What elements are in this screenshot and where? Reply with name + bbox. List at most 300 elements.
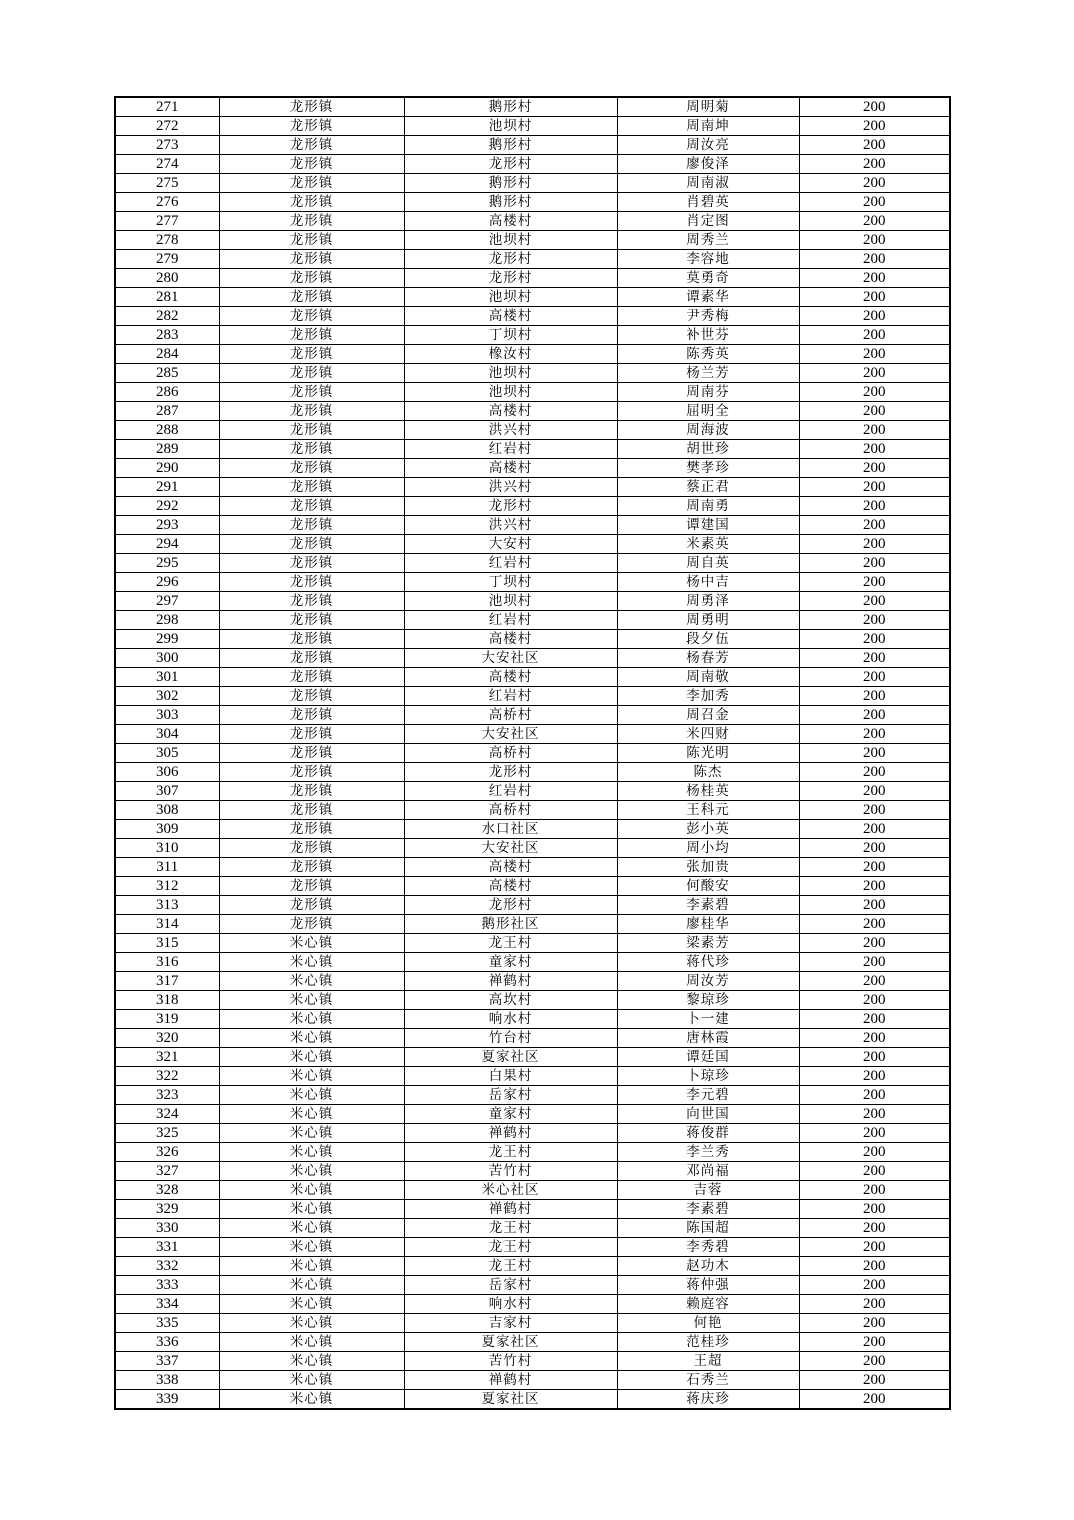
town-cell: 龙形镇 [219, 250, 404, 269]
town-cell: 龙形镇 [219, 97, 404, 117]
row-number-cell: 301 [115, 668, 219, 687]
town-cell: 龙形镇 [219, 383, 404, 402]
name-cell: 周南芬 [617, 383, 799, 402]
row-number-cell: 336 [115, 1333, 219, 1352]
table-row [115, 364, 950, 383]
town-cell: 龙形镇 [219, 535, 404, 554]
amount-cell: 200 [799, 1352, 950, 1371]
name-cell: 梁素芳 [617, 934, 799, 953]
table-row [115, 269, 950, 288]
table-row [115, 1162, 950, 1181]
table-row [115, 516, 950, 535]
town-cell: 米心镇 [219, 1029, 404, 1048]
amount-cell: 200 [799, 231, 950, 250]
row-number-cell: 339 [115, 1390, 219, 1410]
table-row [115, 877, 950, 896]
row-number-cell: 323 [115, 1086, 219, 1105]
name-cell: 赵功木 [617, 1257, 799, 1276]
table-row [115, 934, 950, 953]
table-row [115, 1219, 950, 1238]
amount-cell: 200 [799, 364, 950, 383]
name-cell: 向世国 [617, 1105, 799, 1124]
table-row [115, 478, 950, 497]
name-cell: 廖桂华 [617, 915, 799, 934]
town-cell: 龙形镇 [219, 820, 404, 839]
town-cell: 米心镇 [219, 1314, 404, 1333]
amount-cell: 200 [799, 497, 950, 516]
row-number-cell: 271 [115, 97, 219, 117]
row-number-cell: 333 [115, 1276, 219, 1295]
town-cell: 龙形镇 [219, 839, 404, 858]
village-cell: 白果村 [404, 1067, 617, 1086]
row-number-cell: 318 [115, 991, 219, 1010]
village-cell: 龙王村 [404, 1238, 617, 1257]
row-number-cell: 306 [115, 763, 219, 782]
table-row [115, 649, 950, 668]
row-number-cell: 309 [115, 820, 219, 839]
table-row [115, 1276, 950, 1295]
amount-cell: 200 [799, 1067, 950, 1086]
amount-cell: 200 [799, 725, 950, 744]
row-number-cell: 320 [115, 1029, 219, 1048]
amount-cell: 200 [799, 535, 950, 554]
town-cell: 米心镇 [219, 1181, 404, 1200]
town-cell: 龙形镇 [219, 155, 404, 174]
amount-cell: 200 [799, 915, 950, 934]
row-number-cell: 303 [115, 706, 219, 725]
row-number-cell: 308 [115, 801, 219, 820]
village-cell: 池坝村 [404, 592, 617, 611]
name-cell: 王超 [617, 1352, 799, 1371]
table-row [115, 1048, 950, 1067]
row-number-cell: 289 [115, 440, 219, 459]
village-cell: 夏家社区 [404, 1390, 617, 1410]
row-number-cell: 329 [115, 1200, 219, 1219]
row-number-cell: 275 [115, 174, 219, 193]
name-cell: 张加贵 [617, 858, 799, 877]
town-cell: 米心镇 [219, 972, 404, 991]
name-cell: 周南敬 [617, 668, 799, 687]
name-cell: 周勇明 [617, 611, 799, 630]
amount-cell: 200 [799, 934, 950, 953]
table-row [115, 535, 950, 554]
name-cell: 尹秀梅 [617, 307, 799, 326]
town-cell: 龙形镇 [219, 592, 404, 611]
amount-cell: 200 [799, 858, 950, 877]
town-cell: 龙形镇 [219, 364, 404, 383]
village-cell: 岳家村 [404, 1086, 617, 1105]
amount-cell: 200 [799, 1276, 950, 1295]
table-row [115, 991, 950, 1010]
table-row [115, 706, 950, 725]
village-cell: 禅鹤村 [404, 972, 617, 991]
row-number-cell: 321 [115, 1048, 219, 1067]
town-cell: 米心镇 [219, 1333, 404, 1352]
village-cell: 红岩村 [404, 440, 617, 459]
table-row [115, 1333, 950, 1352]
row-number-cell: 280 [115, 269, 219, 288]
row-number-cell: 274 [115, 155, 219, 174]
row-number-cell: 335 [115, 1314, 219, 1333]
amount-cell: 200 [799, 972, 950, 991]
table-row [115, 1238, 950, 1257]
town-cell: 米心镇 [219, 1371, 404, 1390]
row-number-cell: 310 [115, 839, 219, 858]
name-cell: 谭廷国 [617, 1048, 799, 1067]
town-cell: 米心镇 [219, 1067, 404, 1086]
amount-cell: 200 [799, 820, 950, 839]
row-number-cell: 284 [115, 345, 219, 364]
table-row [115, 763, 950, 782]
table-row [115, 459, 950, 478]
row-number-cell: 326 [115, 1143, 219, 1162]
row-number-cell: 313 [115, 896, 219, 915]
table-row [115, 250, 950, 269]
name-cell: 米素英 [617, 535, 799, 554]
name-cell: 陈秀英 [617, 345, 799, 364]
name-cell: 蒋仲强 [617, 1276, 799, 1295]
town-cell: 龙形镇 [219, 212, 404, 231]
town-cell: 龙形镇 [219, 877, 404, 896]
table-row [115, 345, 950, 364]
name-cell: 陈国超 [617, 1219, 799, 1238]
village-cell: 童家村 [404, 1105, 617, 1124]
name-cell: 周召金 [617, 706, 799, 725]
table-row [115, 820, 950, 839]
name-cell: 莫勇奇 [617, 269, 799, 288]
table-body [115, 97, 950, 1409]
amount-cell: 200 [799, 1010, 950, 1029]
row-number-cell: 292 [115, 497, 219, 516]
village-cell: 童家村 [404, 953, 617, 972]
table-row [115, 1314, 950, 1333]
village-cell: 洪兴村 [404, 478, 617, 497]
row-number-cell: 305 [115, 744, 219, 763]
village-cell: 苦竹村 [404, 1352, 617, 1371]
table-row [115, 554, 950, 573]
name-cell: 补世芬 [617, 326, 799, 345]
village-cell: 禅鹤村 [404, 1124, 617, 1143]
town-cell: 米心镇 [219, 1219, 404, 1238]
town-cell: 龙形镇 [219, 136, 404, 155]
table-row [115, 1143, 950, 1162]
row-number-cell: 296 [115, 573, 219, 592]
table-row [115, 288, 950, 307]
row-number-cell: 328 [115, 1181, 219, 1200]
village-cell: 池坝村 [404, 231, 617, 250]
town-cell: 龙形镇 [219, 326, 404, 345]
amount-cell: 200 [799, 649, 950, 668]
amount-cell: 200 [799, 402, 950, 421]
row-number-cell: 290 [115, 459, 219, 478]
town-cell: 米心镇 [219, 1048, 404, 1067]
name-cell: 杨春芳 [617, 649, 799, 668]
amount-cell: 200 [799, 839, 950, 858]
table-row [115, 744, 950, 763]
name-cell: 卜一建 [617, 1010, 799, 1029]
table-row [115, 839, 950, 858]
town-cell: 龙形镇 [219, 497, 404, 516]
village-cell: 高坎村 [404, 991, 617, 1010]
row-number-cell: 315 [115, 934, 219, 953]
table-row [115, 97, 950, 117]
village-cell: 洪兴村 [404, 516, 617, 535]
village-cell: 苦竹村 [404, 1162, 617, 1181]
town-cell: 龙形镇 [219, 649, 404, 668]
amount-cell: 200 [799, 668, 950, 687]
amount-cell: 200 [799, 212, 950, 231]
town-cell: 米心镇 [219, 1238, 404, 1257]
table-row [115, 212, 950, 231]
row-number-cell: 273 [115, 136, 219, 155]
village-cell: 龙形村 [404, 763, 617, 782]
name-cell: 李兰秀 [617, 1143, 799, 1162]
amount-cell: 200 [799, 155, 950, 174]
town-cell: 龙形镇 [219, 801, 404, 820]
table-row [115, 1200, 950, 1219]
amount-cell: 200 [799, 782, 950, 801]
amount-cell: 200 [799, 1162, 950, 1181]
row-number-cell: 338 [115, 1371, 219, 1390]
village-cell: 鹅形社区 [404, 915, 617, 934]
table-row [115, 1105, 950, 1124]
table-row [115, 953, 950, 972]
table-row [115, 193, 950, 212]
amount-cell: 200 [799, 1105, 950, 1124]
amount-cell: 200 [799, 687, 950, 706]
village-cell: 池坝村 [404, 288, 617, 307]
row-number-cell: 314 [115, 915, 219, 934]
amount-cell: 200 [799, 554, 950, 573]
table-row [115, 440, 950, 459]
table-row [115, 573, 950, 592]
table-row [115, 915, 950, 934]
name-cell: 吉蓉 [617, 1181, 799, 1200]
name-cell: 周秀兰 [617, 231, 799, 250]
town-cell: 龙形镇 [219, 858, 404, 877]
name-cell: 何酸安 [617, 877, 799, 896]
town-cell: 米心镇 [219, 1352, 404, 1371]
row-number-cell: 272 [115, 117, 219, 136]
village-cell: 吉家村 [404, 1314, 617, 1333]
name-cell: 周海波 [617, 421, 799, 440]
row-number-cell: 337 [115, 1352, 219, 1371]
town-cell: 龙形镇 [219, 573, 404, 592]
village-cell: 大安村 [404, 535, 617, 554]
amount-cell: 200 [799, 326, 950, 345]
name-cell: 赖庭容 [617, 1295, 799, 1314]
name-cell: 范桂珍 [617, 1333, 799, 1352]
village-cell: 池坝村 [404, 117, 617, 136]
amount-cell: 200 [799, 953, 950, 972]
name-cell: 彭小英 [617, 820, 799, 839]
row-number-cell: 325 [115, 1124, 219, 1143]
name-cell: 谭建国 [617, 516, 799, 535]
town-cell: 龙形镇 [219, 421, 404, 440]
amount-cell: 200 [799, 801, 950, 820]
village-cell: 夏家社区 [404, 1048, 617, 1067]
village-cell: 响水村 [404, 1010, 617, 1029]
town-cell: 米心镇 [219, 934, 404, 953]
village-cell: 龙形村 [404, 250, 617, 269]
amount-cell: 200 [799, 516, 950, 535]
row-number-cell: 316 [115, 953, 219, 972]
village-cell: 夏家社区 [404, 1333, 617, 1352]
amount-cell: 200 [799, 611, 950, 630]
table-row [115, 611, 950, 630]
village-cell: 鹅形村 [404, 174, 617, 193]
table-row [115, 782, 950, 801]
table-row [115, 972, 950, 991]
town-cell: 龙形镇 [219, 193, 404, 212]
name-cell: 蔡正君 [617, 478, 799, 497]
row-number-cell: 276 [115, 193, 219, 212]
town-cell: 米心镇 [219, 1257, 404, 1276]
amount-cell: 200 [799, 97, 950, 117]
amount-cell: 200 [799, 1390, 950, 1410]
amount-cell: 200 [799, 136, 950, 155]
name-cell: 李元碧 [617, 1086, 799, 1105]
row-number-cell: 293 [115, 516, 219, 535]
table-row [115, 592, 950, 611]
name-cell: 蒋代珍 [617, 953, 799, 972]
row-number-cell: 327 [115, 1162, 219, 1181]
table-row [115, 497, 950, 516]
town-cell: 龙形镇 [219, 706, 404, 725]
name-cell: 樊孝珍 [617, 459, 799, 478]
town-cell: 龙形镇 [219, 269, 404, 288]
town-cell: 米心镇 [219, 953, 404, 972]
row-number-cell: 295 [115, 554, 219, 573]
row-number-cell: 283 [115, 326, 219, 345]
table-row [115, 383, 950, 402]
row-number-cell: 299 [115, 630, 219, 649]
row-number-cell: 286 [115, 383, 219, 402]
table-row [115, 402, 950, 421]
table-row [115, 1257, 950, 1276]
name-cell: 蒋庆珍 [617, 1390, 799, 1410]
amount-cell: 200 [799, 592, 950, 611]
name-cell: 李加秀 [617, 687, 799, 706]
row-number-cell: 324 [115, 1105, 219, 1124]
table-row [115, 155, 950, 174]
table-row [115, 1352, 950, 1371]
village-cell: 禅鹤村 [404, 1371, 617, 1390]
village-cell: 水口社区 [404, 820, 617, 839]
village-cell: 禅鹤村 [404, 1200, 617, 1219]
town-cell: 龙形镇 [219, 554, 404, 573]
village-cell: 池坝村 [404, 364, 617, 383]
village-cell: 竹台村 [404, 1029, 617, 1048]
town-cell: 龙形镇 [219, 744, 404, 763]
amount-cell: 200 [799, 1219, 950, 1238]
name-cell: 谭素华 [617, 288, 799, 307]
name-cell: 杨桂英 [617, 782, 799, 801]
table-row [115, 421, 950, 440]
row-number-cell: 302 [115, 687, 219, 706]
amount-cell: 200 [799, 1143, 950, 1162]
table-row [115, 1010, 950, 1029]
name-cell: 周南坤 [617, 117, 799, 136]
amount-cell: 200 [799, 1238, 950, 1257]
amount-cell: 200 [799, 250, 950, 269]
town-cell: 龙形镇 [219, 345, 404, 364]
name-cell: 王科元 [617, 801, 799, 820]
village-cell: 龙王村 [404, 1257, 617, 1276]
village-cell: 大安社区 [404, 725, 617, 744]
town-cell: 龙形镇 [219, 763, 404, 782]
town-cell: 米心镇 [219, 1105, 404, 1124]
name-cell: 黎琼珍 [617, 991, 799, 1010]
village-cell: 高楼村 [404, 668, 617, 687]
amount-cell: 200 [799, 1314, 950, 1333]
name-cell: 蒋俊群 [617, 1124, 799, 1143]
row-number-cell: 304 [115, 725, 219, 744]
name-cell: 周汝亮 [617, 136, 799, 155]
row-number-cell: 291 [115, 478, 219, 497]
amount-cell: 200 [799, 1181, 950, 1200]
village-cell: 鹅形村 [404, 97, 617, 117]
table-row [115, 725, 950, 744]
name-cell: 肖定图 [617, 212, 799, 231]
town-cell: 龙形镇 [219, 288, 404, 307]
amount-cell: 200 [799, 193, 950, 212]
row-number-cell: 311 [115, 858, 219, 877]
amount-cell: 200 [799, 383, 950, 402]
row-number-cell: 332 [115, 1257, 219, 1276]
table-row [115, 858, 950, 877]
amount-cell: 200 [799, 896, 950, 915]
name-cell: 周汝芳 [617, 972, 799, 991]
name-cell: 杨兰芳 [617, 364, 799, 383]
name-cell: 周小均 [617, 839, 799, 858]
village-cell: 高楼村 [404, 858, 617, 877]
row-number-cell: 288 [115, 421, 219, 440]
town-cell: 米心镇 [219, 1162, 404, 1181]
amount-cell: 200 [799, 1371, 950, 1390]
row-number-cell: 298 [115, 611, 219, 630]
amount-cell: 200 [799, 307, 950, 326]
name-cell: 邓尚福 [617, 1162, 799, 1181]
village-cell: 龙王村 [404, 934, 617, 953]
village-cell: 龙形村 [404, 155, 617, 174]
town-cell: 米心镇 [219, 1086, 404, 1105]
name-cell: 李容地 [617, 250, 799, 269]
village-cell: 龙形村 [404, 896, 617, 915]
amount-cell: 200 [799, 1257, 950, 1276]
town-cell: 米心镇 [219, 1124, 404, 1143]
table-row [115, 687, 950, 706]
town-cell: 龙形镇 [219, 402, 404, 421]
town-cell: 龙形镇 [219, 782, 404, 801]
amount-cell: 200 [799, 706, 950, 725]
row-number-cell: 330 [115, 1219, 219, 1238]
name-cell: 周明菊 [617, 97, 799, 117]
name-cell: 周南淑 [617, 174, 799, 193]
village-cell: 米心社区 [404, 1181, 617, 1200]
name-cell: 周勇泽 [617, 592, 799, 611]
row-number-cell: 278 [115, 231, 219, 250]
table-row [115, 630, 950, 649]
table-row [115, 1390, 950, 1410]
amount-cell: 200 [799, 345, 950, 364]
town-cell: 龙形镇 [219, 725, 404, 744]
name-cell: 卜琼珍 [617, 1067, 799, 1086]
row-number-cell: 285 [115, 364, 219, 383]
row-number-cell: 297 [115, 592, 219, 611]
town-cell: 龙形镇 [219, 459, 404, 478]
town-cell: 龙形镇 [219, 687, 404, 706]
